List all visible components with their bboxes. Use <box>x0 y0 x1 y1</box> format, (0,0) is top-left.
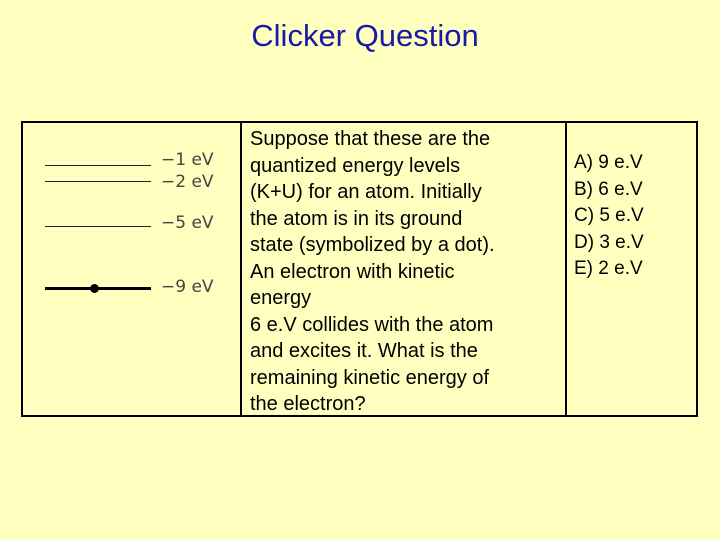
question-table <box>21 121 698 417</box>
question-line: remaining kinetic energy of <box>250 366 490 389</box>
question-line: Suppose that these are the <box>250 128 491 150</box>
energy-level-diagram <box>23 123 240 415</box>
answer-choice-a: A) 9 e.V <box>574 152 643 173</box>
energy-level-line-3 <box>45 226 151 227</box>
question-line: the electron? <box>250 393 366 415</box>
question-line: and excites it. What is the <box>250 340 478 362</box>
question-line: An electron with kinetic <box>250 260 455 283</box>
energy-level-line-2 <box>45 181 151 182</box>
question-line: quantized energy levels <box>250 154 461 177</box>
answer-choice-e: E) 2 e.V <box>574 258 643 279</box>
answer-choice-c: C) 5 e.V <box>574 205 644 226</box>
slide-title: Clicker Question <box>251 18 479 53</box>
question-line: state (symbolized by a dot). <box>250 234 495 256</box>
question-text <box>250 126 550 418</box>
answer-choices <box>574 150 644 283</box>
answer-choice-d: D) 3 e.V <box>574 231 644 253</box>
energy-level-line-1 <box>45 165 151 166</box>
question-line: (K+U) for an atom. Initially <box>250 181 482 203</box>
column-divider <box>240 123 242 415</box>
question-line: energy <box>250 287 312 309</box>
energy-level-label-2: −2 eV <box>161 172 214 192</box>
energy-level-label-3: −5 eV <box>161 213 214 233</box>
question-line: 6 e.V collides with the atom <box>250 313 494 336</box>
column-divider <box>565 123 567 415</box>
answer-choice-b: B) 6 e.V <box>574 178 643 200</box>
energy-level-label-1: −1 eV <box>161 150 214 170</box>
energy-level-label-ground: −9 eV <box>161 277 214 297</box>
question-line: the atom is in its ground <box>250 207 463 230</box>
ground-state-dot <box>90 284 99 293</box>
